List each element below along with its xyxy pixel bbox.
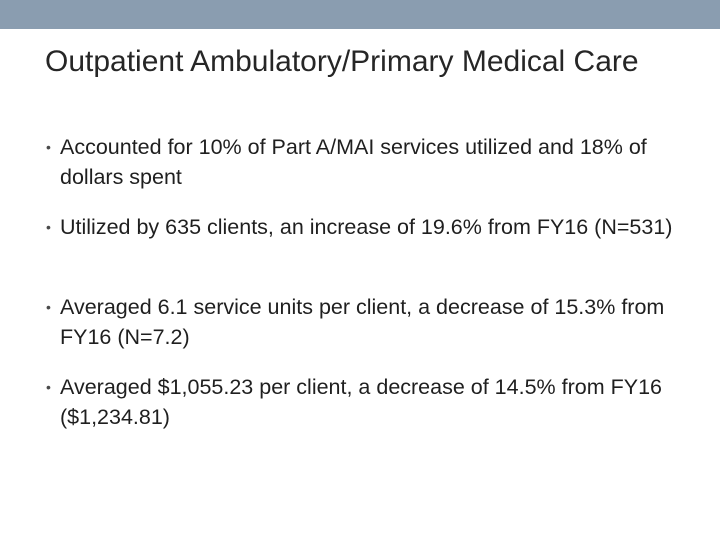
bullet-text: Averaged 6.1 service units per client, a decrease of 15.3% from FY16 (N=7.2) bbox=[60, 295, 665, 349]
bullet-item bbox=[46, 132, 676, 192]
bullet-item bbox=[46, 212, 676, 242]
bullet-item bbox=[46, 372, 676, 432]
slide-header-bar bbox=[0, 0, 720, 29]
slide-title: Outpatient Ambulatory/Primary Medical Care bbox=[45, 45, 639, 78]
bullet-point-icon: • bbox=[46, 139, 51, 155]
bullet-point-icon: • bbox=[46, 299, 51, 315]
bullet-text: Utilized by 635 clients, an increase of 19.6% from FY16 (N=531) bbox=[60, 215, 673, 239]
bullet-text: Accounted for 10% of Part A/MAI services utilized and 18% of dollars spent bbox=[60, 135, 647, 189]
bullet-item bbox=[46, 292, 676, 352]
bullet-point-icon: • bbox=[46, 379, 51, 395]
bullet-point-icon: • bbox=[46, 219, 51, 235]
bullet-text: Averaged $1,055.23 per client, a decrease of 14.5% from FY16 ($1,234.81) bbox=[60, 375, 662, 429]
